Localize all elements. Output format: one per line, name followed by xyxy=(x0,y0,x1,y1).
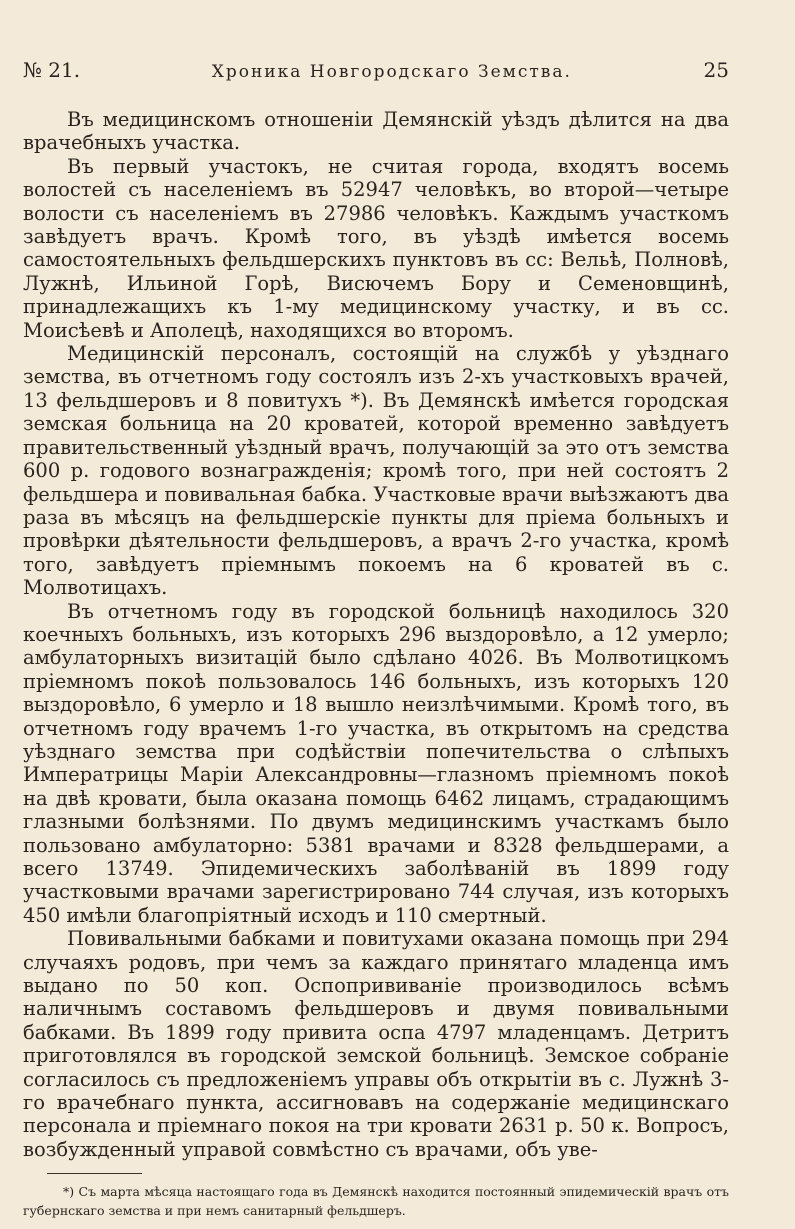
paragraph: Повивальными бабками и повитухами оказана помощь при 294 случаяхъ родовъ, при чемъ за каждаго принятаго младенца имъ выдано по 50 коп. Оспопрививаніе производилось всѣмъ наличнымъ составомъ фельдшеровъ и двумя повивальными бабками. Въ 1899 году привита оспа 4797 младенцамъ. Детритъ приготовлялся въ городской земской больницѣ. Земское собраніе согласилось съ предложеніемъ управы объ открытіи въ с. Лужнѣ 3-го врачебнаго пункта, ассигновавъ на содержаніе медицинскаго персонала и пріемнаго покоя на три кровати 2631 р. 50 к. Вопросъ, возбужденный управой совмѣстно съ врачами, объ уве- xyxy=(23,927,729,1161)
paragraph: Въ первый участокъ, не считая города, входятъ восемь волостей съ населеніемъ въ 52947 человѣкъ, во второй—четыре волости съ населеніемъ въ 27986 человѣкъ. Каждымъ участкомъ завѣдуетъ врачъ. Кромѣ того, въ уѣздѣ имѣется восемь самостоятельныхъ фельдшерскихъ пунктовъ въ сс: Вельѣ, Полновѣ, Лужнѣ, Ильиной Горѣ, Висючемъ Бору и Семеновщинѣ, принадлежащихъ къ 1-му медицинскому участку, и въ сс. Моисѣевѣ и Аполецѣ, находящихся во второмъ. xyxy=(23,154,729,342)
paragraph: Въ отчетномъ году въ городской больницѣ находилось 320 коечныхъ больныхъ, изъ которыхъ 296 выздоровѣло, а 12 умерло; амбулаторныхъ визитацій было сдѣлано 4026. Въ Молвотицкомъ пріемномъ покоѣ пользовалось 146 больныхъ, изъ которыхъ 120 выздоровѣло, 6 умерло и 18 вышло неизлѣчимыми. Кромѣ того, въ отчетномъ году врачемъ 1-го участка, въ открытомъ на средства уѣзднаго земства при содѣйствіи попечительства о слѣпыхъ Императрицы Маріи Александровны—глазномъ пріемномъ покоѣ на двѣ кровати, была оказана помощь 6462 лицамъ, страдающимъ глазными болѣзнями. По двумъ медицинскимъ участкамъ было пользовано амбулаторно: 5381 врачами и 8328 фельдшерами, а всего 13749. Эпидемическихъ заболѣваній въ 1899 году участковыми врачами зарегистрировано 744 случая, изъ которыхъ 450 имѣли благопріятный исходъ и 110 смертный. xyxy=(23,599,729,927)
running-title: Хроника Новгородскаго Земства. xyxy=(211,62,572,82)
paragraph: Медицинскій персоналъ, состоящій на службѣ у уѣзднаго земства, въ отчетномъ году состоялъ изъ 2-хъ участковыхъ врачей, 13 фельдшеровъ и 8 повитухъ *). Въ Демянскѣ имѣется городская земская больница на 20 кроватей, которой временно завѣдуетъ правительственный уѣздный врачъ, получающій за это отъ земства 600 р. годового вознагражденія; кромѣ того, при ней состоятъ 2 фельдшера и повивальная бабка. Участковые врачи выѣзжаютъ два раза въ мѣсяцъ на фельдшерскіе пункты для пріема больныхъ и провѣрки дѣятельности фельдшеровъ, а врачъ 2-го участка, кромѣ того, завѣдуетъ пріемнымъ покоемъ на 6 кроватей въ с. Молвотицахъ. xyxy=(23,342,729,600)
body-text xyxy=(23,108,729,1161)
footnote-divider xyxy=(47,1173,142,1174)
footnote: *) Съ марта мѣсяца настоящаго года въ Демянскѣ находится постоянный эпидемическій врачъ отъ губернскаго земства и при немъ санитарный фельдшеръ. xyxy=(23,1184,729,1219)
running-header xyxy=(23,58,729,82)
paragraph: Въ медицинскомъ отношеніи Демянскій уѣздъ дѣлится на два врачебныхъ участка. xyxy=(23,108,729,155)
page-number: 25 xyxy=(703,58,729,82)
issue-number: № 21. xyxy=(23,58,81,82)
